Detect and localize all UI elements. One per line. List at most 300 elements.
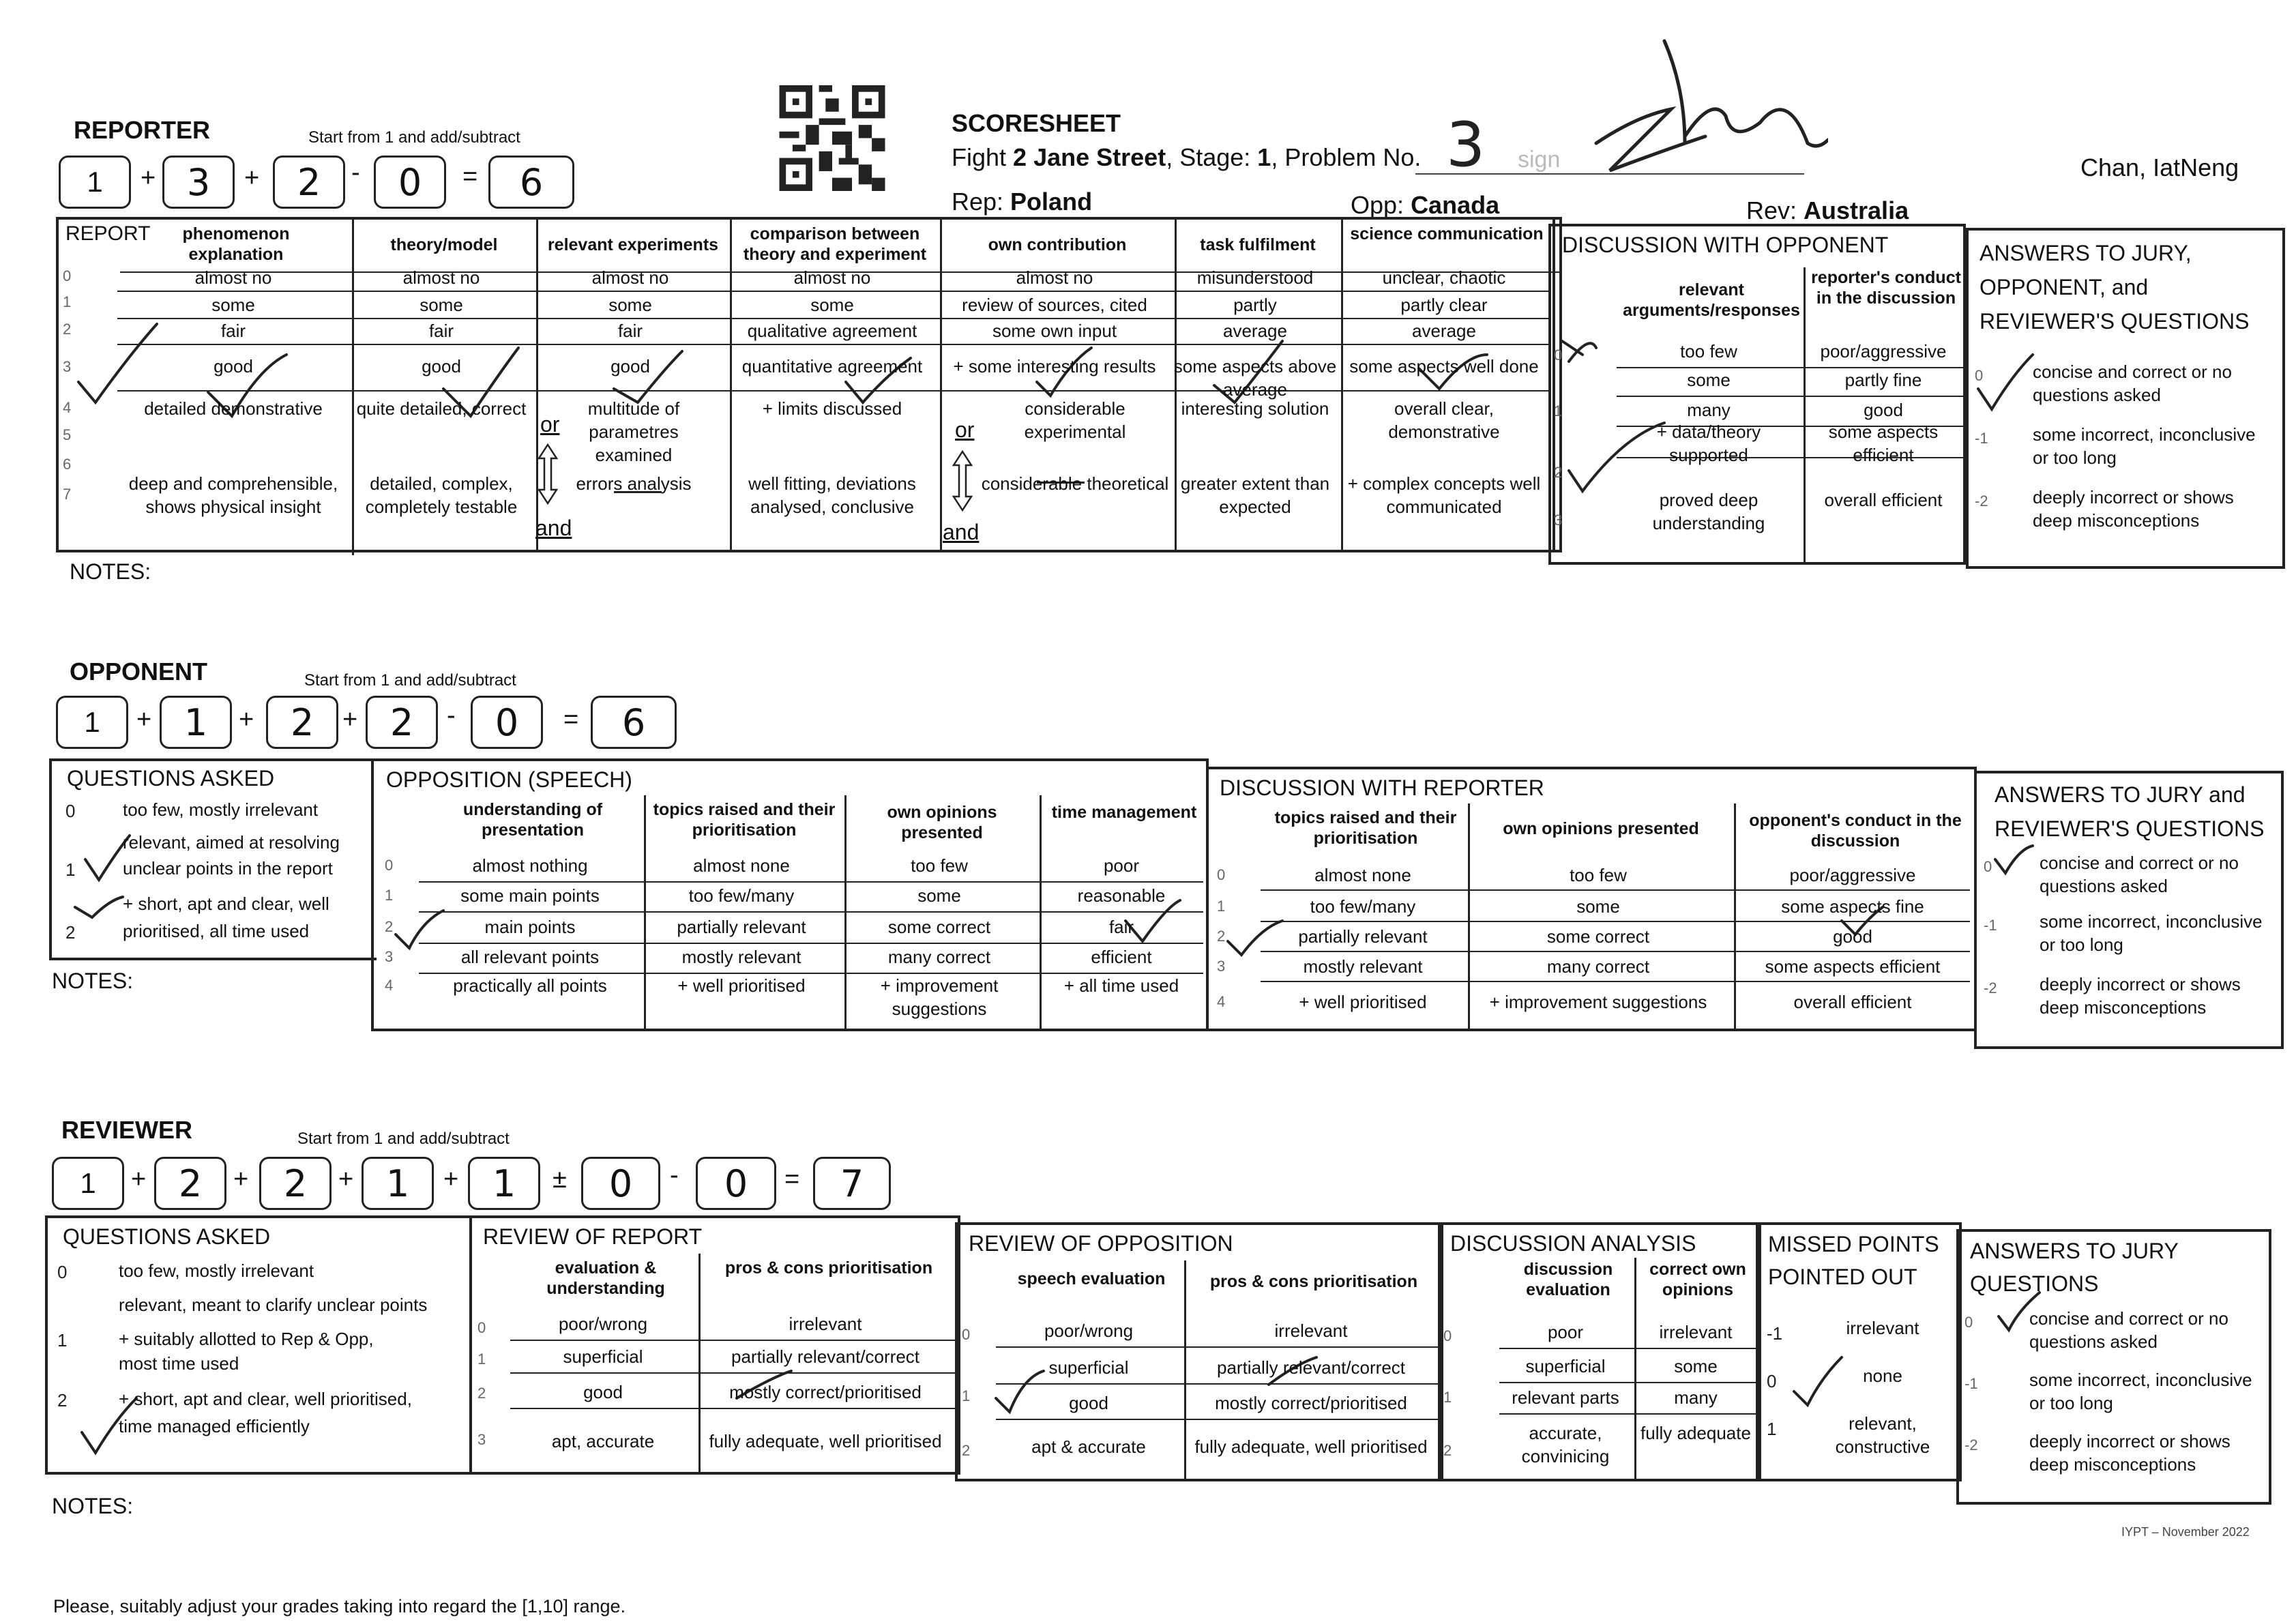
reporter-cell: considerable theoretical (981, 473, 1169, 494)
opponent-plus-3: + (342, 705, 358, 734)
opp-discussion-cell: overall efficient (1793, 992, 1912, 1012)
reporter-start-hint: Start from 1 and add/subtract (308, 128, 520, 147)
reporter-cell: average (1223, 321, 1287, 341)
reviewer-plus-3: + (338, 1165, 354, 1194)
opp-discussion-cell: too few (1570, 865, 1627, 885)
row-divider (510, 1372, 955, 1374)
opposition-cell: partially relevant/correct (1217, 1357, 1405, 1378)
missed-number: -1 (1767, 1323, 1783, 1344)
opponent-start-box: 1 (56, 696, 128, 749)
opposition-cell: fully adequate, well prioritised (1194, 1436, 1428, 1457)
reporter-col-header: relevant experiments (547, 235, 719, 254)
opponent-question-text: relevant, aimed at resolving (123, 832, 340, 853)
discussion-cell: some (1674, 1356, 1718, 1376)
reporter-discussion-cell: too few (1680, 341, 1737, 361)
row-divider (1499, 1348, 1760, 1349)
reviewer-question-text: + suitably allotted to Rep & Opp, (119, 1329, 374, 1349)
reporter-cell: fair (220, 321, 246, 341)
speech-cell: reasonable (1077, 885, 1166, 906)
opponent-title: OPPONENT (70, 658, 208, 685)
reporter-answer-number: -2 (1975, 492, 1988, 510)
reporter-row-number: 1 (63, 293, 72, 310)
opp-label: Opp: (1351, 191, 1411, 219)
opponent-plus-2: + (239, 705, 254, 734)
speech-cell: + all time used (1063, 975, 1179, 996)
sign-label: sign (1518, 147, 1561, 173)
opp-disc-header: opponent's conduct in the discussion (1749, 811, 1962, 851)
opposition-row-number: 2 (962, 1442, 971, 1459)
row-divider (510, 1340, 955, 1341)
reviewer-score-3[interactable]: 1 (362, 1157, 434, 1210)
row-divider (996, 1383, 1441, 1385)
opp-discussion-cell: some aspects fine (1781, 896, 1924, 917)
reporter-cell: good (422, 356, 461, 377)
reviewer-question-number: 2 (57, 1390, 68, 1411)
opp-disc-header: topics raised and their prioritisation (1274, 808, 1457, 848)
speech-row-number: 0 (385, 857, 394, 874)
reporter-discussion-number: 3 (1554, 512, 1563, 529)
opponent-question-text: + short, apt and clear, well (123, 894, 329, 914)
speech-row-number: 1 (385, 887, 394, 904)
reporter-discussion-h2: reporter's conduct in the discussion (1811, 268, 1961, 308)
reporter-cell: almost no (194, 267, 272, 288)
reporter-cell: fair (617, 321, 643, 341)
report-cell: mostly correct/prioritised (729, 1382, 922, 1402)
rev-value: Australia (1804, 196, 1909, 224)
opp-discussion-cell: mostly relevant (1303, 956, 1423, 977)
reporter-cell: multitude of parametres examined (587, 398, 680, 465)
reporter-answer-number: 0 (1975, 367, 1984, 384)
reporter-score-3[interactable]: 0 (374, 156, 446, 209)
report-row-number: 2 (477, 1385, 486, 1402)
reporter-cell: partly clear (1400, 295, 1488, 315)
opp-discussion-cell: + improvement suggestions (1489, 992, 1707, 1012)
discussion-cell: many (1674, 1387, 1718, 1408)
opponent-answer-text: deeply incorrect or shows deep misconceptions (2040, 974, 2241, 1018)
opp-discussion-number: 3 (1217, 958, 1226, 975)
opponent-plus-1: + (136, 705, 152, 734)
discussion-cell: poor (1547, 1322, 1584, 1342)
speech-cell: some main points (460, 885, 600, 906)
row-divider (1261, 921, 1970, 922)
stage-label: , Stage: (1166, 143, 1258, 171)
discussion-row-number: 1 (1443, 1389, 1452, 1406)
discussion-cell: irrelevant (1659, 1322, 1733, 1342)
reviewer-question-text: relevant, meant to clarify unclear points (119, 1295, 428, 1315)
reviewer-pm: ± (553, 1165, 567, 1194)
opp-discussion-number: 2 (1217, 928, 1226, 945)
check-mark (1978, 355, 2033, 409)
row-divider (419, 943, 1203, 944)
opponent-question-number: 0 (65, 801, 76, 821)
opponent-score-1[interactable]: 1 (160, 696, 232, 749)
opponent-answer-text: some incorrect, inconclusive or too long (2040, 911, 2263, 955)
reviewer-equals: = (784, 1165, 800, 1194)
reporter-cell: detailed demonstrative (144, 398, 323, 419)
reporter-minus: - (351, 158, 360, 187)
reporter-answer-text: some incorrect, inconclusive or too long (2033, 424, 2256, 468)
row-divider (1261, 981, 1970, 982)
reporter-col-header: task fulfilment (1200, 235, 1316, 254)
reporter-cell: some aspects above average (1173, 356, 1337, 400)
reporter-discussion-cell: proved deep understanding (1652, 490, 1765, 533)
reporter-col-header: comparison between theory and experiment (743, 224, 927, 264)
speech-row-number: 4 (385, 977, 394, 994)
reporter-and-1: and (535, 516, 572, 540)
fight-prefix: Fight (952, 143, 1014, 171)
reporter-cell: overall clear, demonstrative (1388, 398, 1500, 442)
speech-cell: too few/many (688, 885, 795, 906)
reporter-cell: some own input (992, 321, 1117, 341)
opponent-total[interactable]: 6 (591, 696, 677, 749)
opponent-start-hint: Start from 1 and add/subtract (304, 671, 516, 690)
reporter-answers-title: ANSWERS TO JURY, OPPONENT, and REVIEWER'S QUESTIONS (1979, 241, 2250, 334)
speech-cell: partially relevant (677, 917, 806, 937)
reviewer-score-2[interactable]: 2 (259, 1157, 332, 1210)
reviewer-answer-text: deeply incorrect or shows deep misconceptions (2029, 1431, 2231, 1475)
reviewer-notes: NOTES: (52, 1494, 134, 1518)
row-divider (419, 881, 1203, 883)
opponent-score-3[interactable]: 2 (366, 696, 438, 749)
reporter-cell: average (1412, 321, 1476, 341)
opponent-question-text: unclear points in the report (123, 858, 333, 879)
opposition-cell: poor/wrong (1044, 1320, 1134, 1341)
reporter-cell: unclear, chaotic (1382, 267, 1506, 288)
reporter-cell: partly (1233, 295, 1277, 315)
opponent-question-text: prioritised, all time used (123, 921, 310, 941)
reporter-equals: = (462, 162, 478, 191)
row-divider (117, 291, 1550, 292)
reporter-cell: quite detailed, correct (356, 398, 527, 419)
fight-number: 2 (1013, 143, 1027, 171)
reviewer-question-number: 1 (57, 1330, 68, 1350)
reporter-cell: almost no (402, 267, 480, 288)
reporter-cell: considerable experimental (1024, 398, 1126, 442)
opp-discussion-number: 0 (1217, 866, 1226, 883)
reviewer-answer-number: 0 (1964, 1314, 1973, 1331)
opposition-cell: apt & accurate (1031, 1436, 1146, 1457)
rep-label: Rep: (952, 188, 1011, 216)
row-divider (1617, 396, 1964, 397)
opponent-score-4[interactable]: 0 (471, 696, 543, 749)
reporter-discussion-cell: good (1864, 400, 1903, 420)
review-opp-header: pros & cons prioritisation (1209, 1272, 1418, 1291)
reporter-discussion-cell: + data/theory supported (1656, 422, 1761, 465)
row-divider (996, 1346, 1441, 1348)
opponent-question-number: 2 (65, 922, 76, 943)
stage-value: 1 (1257, 143, 1271, 171)
reporter-cell: some (810, 295, 854, 315)
reporter-and-2: and (943, 520, 980, 544)
reporter-discussion-cell: poor/aggressive (1820, 341, 1947, 361)
reviewer-question-text: time managed efficiently (119, 1416, 310, 1436)
report-row-number: 3 (477, 1431, 486, 1448)
reporter-or-2: or (955, 417, 975, 442)
reporter-cell: detailed, complex, completely testable (365, 473, 518, 517)
reviewer-score-1[interactable]: 2 (154, 1157, 226, 1210)
reporter-title: REPORTER (74, 116, 211, 144)
reporter-discussion-cell: partly fine (1844, 370, 1922, 390)
reporter-discussion-title: DISCUSSION WITH OPPONENT (1562, 233, 1889, 257)
review-report-header: pros & cons prioritisation (724, 1258, 933, 1278)
reporter-discussion-cell: some aspects efficient (1828, 422, 1939, 465)
rep-value: Poland (1010, 188, 1093, 216)
speech-cell: some (917, 885, 961, 906)
speech-cell: almost none (693, 855, 790, 876)
reviewer-total[interactable]: 7 (813, 1157, 891, 1210)
opponent-answer-number: -1 (1984, 917, 1997, 934)
speech-cell: some correct (887, 917, 991, 937)
reviewer-question-number: 0 (57, 1262, 68, 1282)
reporter-cell: almost no (793, 267, 871, 288)
check-mark (1995, 846, 2033, 873)
reporter-row-number: 5 (63, 426, 72, 443)
reporter-cell: interesting solution (1181, 398, 1329, 419)
report-label: REPORT (65, 222, 151, 245)
reporter-plus-2: + (244, 164, 260, 192)
disc-analysis-header: correct own opinions (1649, 1260, 1746, 1299)
footer-note: Please, suitably adjust your grades taking into regard the [1,10] range. (53, 1596, 626, 1616)
reviewer-answer-text: concise and correct or no questions asked (2029, 1308, 2228, 1352)
speech-cell: many correct (887, 947, 991, 967)
reporter-cell: qualitative agreement (747, 321, 917, 341)
reporter-cell: some aspects well done (1349, 356, 1539, 377)
discussion-cell: accurate, convinicing (1521, 1423, 1610, 1466)
opp-discussion-cell: some aspects efficient (1765, 956, 1941, 977)
reporter-answer-text: concise and correct or no questions asked (2033, 361, 2232, 405)
opp-discussion-cell: + well prioritised (1299, 992, 1427, 1012)
reviewer-question-text: too few, mostly irrelevant (119, 1260, 314, 1281)
scoresheet-title: SCORESHEET (952, 109, 1121, 137)
reporter-row-number: 4 (63, 399, 72, 416)
discussion-cell: superficial (1525, 1356, 1606, 1376)
opp-value: Canada (1411, 191, 1500, 219)
speech-row-number: 2 (385, 918, 394, 935)
speech-cell: practically all points (453, 975, 607, 996)
reporter-discussion-cell: some (1687, 370, 1731, 390)
opponent-questions-title: QUESTIONS ASKED (67, 766, 275, 791)
reviewer-answer-text: some incorrect, inconclusive or too long (2029, 1370, 2252, 1413)
reviewer-score-4[interactable]: 1 (468, 1157, 540, 1210)
opponent-discussion-title: DISCUSSION WITH REPORTER (1220, 776, 1544, 800)
speech-row-number: 3 (385, 948, 394, 965)
opponent-answer-text: concise and correct or no questions asked (2040, 853, 2239, 896)
reporter-row-number: 6 (63, 456, 72, 473)
missed-text: relevant, constructive (1835, 1413, 1930, 1457)
opp-discussion-number: 1 (1217, 898, 1226, 915)
speech-cell: + improvement suggestions (880, 975, 999, 1019)
discussion-cell: fully adequate (1640, 1423, 1751, 1443)
rev-label: Rev: (1746, 196, 1804, 224)
opp-discussion-cell: some correct (1546, 926, 1650, 947)
reporter-col-header: science communication (1350, 224, 1544, 243)
reporter-cell: almost no (1016, 267, 1093, 288)
reviewer-answer-number: -1 (1964, 1375, 1978, 1392)
reporter-discussion-h1: relevant arguments/responses (1623, 280, 1800, 320)
reporter-row-number: 0 (63, 267, 72, 284)
report-cell: good (583, 1382, 623, 1402)
opposition-row-number: 1 (962, 1387, 971, 1404)
reporter-cell: quantitative agreement (741, 356, 923, 377)
reviewer-start-box: 1 (52, 1157, 124, 1210)
reporter-or-1: or (540, 412, 560, 437)
reviewer-title: REVIEWER (61, 1116, 193, 1144)
report-cell: poor/wrong (558, 1314, 648, 1334)
review-report-header: evaluation & understanding (546, 1258, 665, 1298)
opp-discussion-cell: too few/many (1310, 896, 1416, 917)
check-mark (1562, 341, 1596, 361)
speech-cell: main points (484, 917, 576, 937)
reporter-discussion-number: 2 (1554, 464, 1563, 481)
reporter-discussion-cell: overall efficient (1824, 490, 1943, 510)
juror-name: Chan, IatNeng (2080, 153, 2239, 181)
report-row-number: 1 (477, 1350, 486, 1368)
speech-cell: mostly relevant (681, 947, 801, 967)
reporter-cell: good (214, 356, 253, 377)
missed-text: irrelevant (1846, 1318, 1919, 1338)
reviewer-question-text: most time used (119, 1353, 239, 1374)
reporter-col-header: own contribution (988, 235, 1127, 254)
reporter-cell: some (420, 295, 463, 315)
reporter-discussion-number: 1 (1554, 402, 1563, 419)
reporter-score-1[interactable]: 3 (162, 156, 235, 209)
reporter-col-header: theory/model (390, 235, 498, 254)
opp-discussion-cell: many correct (1546, 956, 1650, 977)
opponent-equals: = (563, 705, 579, 734)
reporter-score-2[interactable]: 2 (273, 156, 345, 209)
reviewer-minus: - (670, 1161, 679, 1190)
speech-header: own opinions presented (887, 803, 997, 842)
missed-number: 0 (1767, 1371, 1777, 1391)
reviewer-plus-2: + (233, 1165, 249, 1194)
opponent-notes: NOTES: (52, 969, 134, 993)
opp-discussion-cell: good (1833, 926, 1872, 947)
speech-header: topics raised and their prioritisation (653, 800, 836, 840)
opposition-speech-title: OPPOSITION (SPEECH) (386, 767, 632, 792)
report-cell: superficial (563, 1346, 643, 1367)
check-mark (75, 897, 123, 917)
discussion-row-number: 0 (1443, 1327, 1452, 1344)
row-divider (419, 911, 1203, 913)
row-divider (996, 1419, 1441, 1420)
reviewer-score-6[interactable]: 0 (696, 1157, 776, 1210)
reporter-cell: + limits discussed (762, 398, 902, 419)
reporter-row-number: 2 (63, 321, 72, 338)
opposition-row-number: 0 (962, 1326, 971, 1343)
opposition-cell: irrelevant (1274, 1320, 1348, 1341)
report-cell: partially relevant/correct (731, 1346, 919, 1367)
reviewer-question-text: + short, apt and clear, well prioritised, (119, 1389, 412, 1409)
missed-text: none (1863, 1365, 1902, 1386)
speech-cell: poor (1103, 855, 1140, 876)
reporter-total[interactable]: 6 (488, 156, 574, 209)
opponent-minus: - (447, 701, 456, 730)
speech-header: time management (1051, 803, 1197, 822)
row-divider (1499, 1413, 1760, 1415)
opp-disc-header: own opinions presented (1503, 819, 1699, 838)
reporter-discussion-cell: many (1687, 400, 1731, 420)
row-divider (1261, 889, 1970, 891)
reviewer-plus-4: + (443, 1165, 459, 1194)
opp-discussion-cell: partially relevant (1298, 926, 1428, 947)
missed-points-title: MISSED POINTS POINTED OUT (1768, 1232, 1939, 1289)
reporter-cell: well fitting, deviations analysed, conclusive (748, 473, 916, 517)
reporter-cell: review of sources, cited (962, 295, 1147, 315)
reporter-cell: some (608, 295, 652, 315)
iypt-version: IYPT – November 2022 (2121, 1525, 2250, 1539)
reporter-cell: good (610, 356, 650, 377)
reporter-discussion-number: 0 (1554, 346, 1563, 364)
reviewer-score-5[interactable]: 0 (581, 1157, 660, 1210)
opponent-score-2[interactable]: 2 (266, 696, 338, 749)
row-divider (1499, 1382, 1760, 1383)
reporter-answer-number: -1 (1975, 430, 1988, 447)
row-divider (117, 344, 1550, 345)
discussion-row-number: 2 (1443, 1442, 1452, 1459)
opp-discussion-cell: almost none (1314, 865, 1411, 885)
reviewer-questions-title: QUESTIONS ASKED (63, 1224, 271, 1249)
reporter-row-number: 3 (63, 358, 72, 375)
speech-cell: almost nothing (472, 855, 588, 876)
reporter-plus-1: + (141, 164, 156, 192)
reporter-cell: fair (428, 321, 454, 341)
speech-cell: too few (911, 855, 968, 876)
reporter-cell: errors analysis (576, 473, 692, 494)
opposition-cell: superficial (1048, 1357, 1129, 1378)
reporter-notes: NOTES: (70, 559, 151, 584)
review-opposition-title: REVIEW OF OPPOSITION (969, 1231, 1233, 1256)
opponent-answers-title: ANSWERS TO JURY and REVIEWER'S QUESTIONS (1995, 782, 2265, 841)
reporter-cell: + complex concepts well communicated (1347, 473, 1541, 517)
reporter-cell: misunderstood (1196, 267, 1314, 288)
opp-discussion-cell: some (1576, 896, 1620, 917)
disc-analysis-header: discussion evaluation (1523, 1260, 1613, 1299)
report-cell: apt, accurate (551, 1431, 655, 1451)
opponent-answer-number: 0 (1984, 858, 1992, 875)
reporter-row-number: 7 (63, 486, 72, 503)
speech-header: understanding of presentation (462, 800, 603, 840)
discussion-analysis-title: DISCUSSION ANALYSIS (1450, 1231, 1696, 1256)
report-cell: irrelevant (789, 1314, 862, 1334)
reviewer-answers-title: ANSWERS TO JURY QUESTIONS (1970, 1239, 2179, 1296)
row-divider (1261, 951, 1970, 952)
report-row-number: 0 (477, 1319, 486, 1336)
discussion-cell: relevant parts (1512, 1387, 1619, 1408)
fight-room: Jane Street (1033, 143, 1166, 171)
missed-number: 1 (1767, 1419, 1777, 1439)
reporter-start-box: 1 (59, 156, 131, 209)
problem-label: , Problem No. (1271, 143, 1422, 171)
opponent-question-number: 1 (65, 859, 76, 880)
speech-cell: efficient (1091, 947, 1152, 967)
reporter-answer-text: deeply incorrect or shows deep misconceptions (2033, 487, 2234, 531)
reporter-cell: greater extent than expected (1180, 473, 1330, 517)
opponent-answer-number: -2 (1984, 979, 1997, 996)
reviewer-start-hint: Start from 1 and add/subtract (297, 1130, 510, 1148)
problem-number: 3 (1446, 109, 1486, 181)
reviewer-answer-number: -2 (1964, 1436, 1978, 1453)
reporter-cell: almost no (591, 267, 669, 288)
speech-cell: all relevant points (460, 947, 600, 967)
opp-discussion-cell: poor/aggressive (1789, 865, 1916, 885)
reporter-col-header: phenomenon explanation (182, 224, 290, 264)
reviewer-plus-1: + (131, 1165, 147, 1194)
opp-discussion-number: 4 (1217, 993, 1226, 1010)
review-opp-header: speech evaluation (1017, 1269, 1166, 1288)
report-cell: fully adequate, well prioritised (709, 1431, 942, 1451)
reporter-cell: + some interesting results (953, 356, 1156, 377)
row-divider (510, 1408, 955, 1409)
